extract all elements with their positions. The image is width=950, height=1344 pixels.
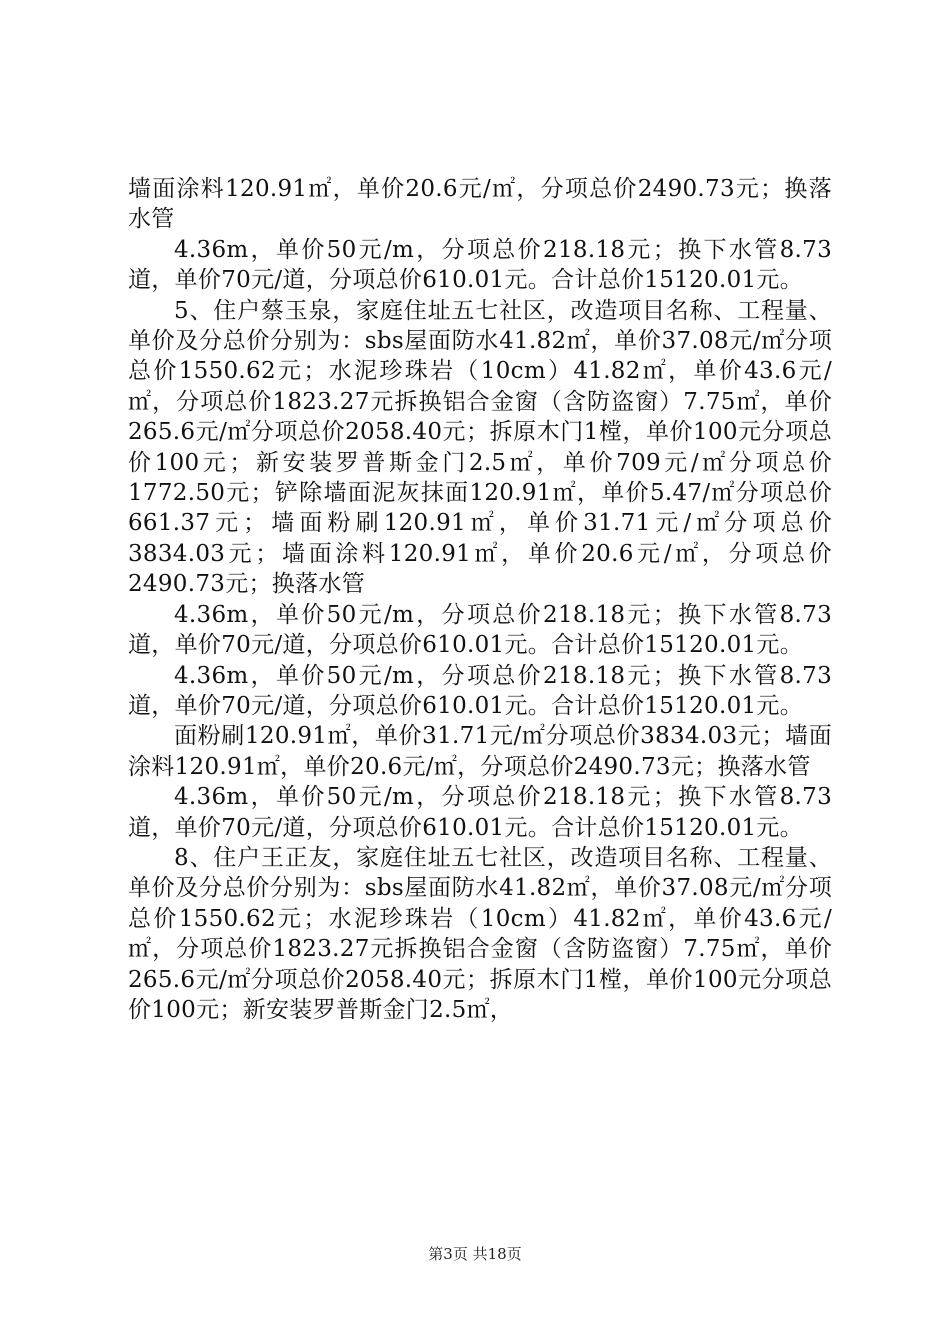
paragraph-6: 面粉刷120.91㎡，单价31.71元/㎡分项总价3834.03元；墙面涂料120.91㎡，单价20.6元/㎡，分项总价2490.73元；换落水管 [128, 723, 832, 780]
paragraph-8: 8、住户王正友，家庭住址五七社区，改造项目名称、工程量、单价及分总价分别为：sbs屋面防水41.82㎡，单价37.08元/㎡分项总价1550.62元；水泥珍珠岩（10cm）41.82㎡，单价43.6元/㎡，分项总价1823.27元拆换铝合金窗（含防盗窗）7.75㎡，单价265.6元/㎡分项总价2058.40元；拆原木门1樘，单价100元分项总价100元；新安装罗普斯金门2.5㎡， [128, 844, 832, 1023]
paragraph-5: 4.36m，单价50元/m，分项总价218.18元；换下水管8.73道，单价70元/道，分项总价610.01元。合计总价15120.01元。 [128, 662, 832, 719]
paragraph-4: 4.36m，单价50元/m，分项总价218.18元；换下水管8.73道，单价70元/道，分项总价610.01元。合计总价15120.01元。 [128, 601, 832, 659]
page-footer: 第3页 共18页 [428, 1245, 522, 1263]
paragraph-1: 墙面涂料120.91㎡，单价20.6元/㎡，分项总价2490.73元；换落水管 [128, 176, 832, 233]
document-body [128, 174, 832, 1025]
paragraph-3: 5、住户蔡玉泉，家庭住址五七社区，改造项目名称、工程量、单价及分总价分别为：sbs屋面防水41.82㎡，单价37.08元/㎡分项总价1550.62元；水泥珍珠岩（10cm）41.82㎡，单价43.6元/㎡，分项总价1823.27元拆换铝合金窗（含防盗窗）7.75㎡，单价265.6元/㎡分项总价2058.40元；拆原木门1樘，单价100元分项总价100元；新安装罗普斯金门2.5㎡，单价709元/㎡分项总价1772.50元；铲除墙面泥灰抹面120.91㎡，单价5.47/㎡分项总价661.37元；墙面粉刷120.91㎡，单价31.71元/㎡分项总价3834.03元；墙面涂料120.91㎡，单价20.6元/㎡，分项总价2490.73元；换落水管 [128, 297, 832, 598]
paragraph-7: 4.36m，单价50元/m，分项总价218.18元；换下水管8.73道，单价70元/道，分项总价610.01元。合计总价15120.01元。 [128, 784, 832, 841]
paragraph-2: 4.36m，单价50元/m，分项总价218.18元；换下水管8.73道，单价70元/道，分项总价610.01元。合计总价15120.01元。 [128, 236, 832, 294]
